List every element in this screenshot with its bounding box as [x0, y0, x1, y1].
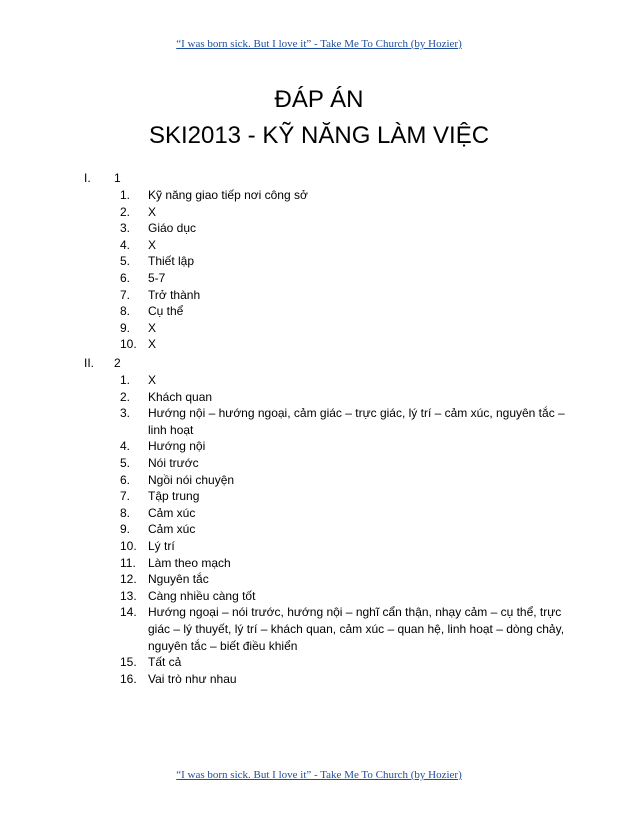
section-numeral: I.: [84, 171, 91, 185]
item-number: 3.: [120, 406, 131, 421]
item-text: Giáo dục: [148, 221, 197, 236]
answer-list: [120, 372, 580, 687]
item-number: 6.: [120, 270, 131, 285]
item-text: X: [148, 237, 157, 252]
section-numeral: II.: [84, 356, 95, 370]
list-item: [120, 270, 580, 287]
list-item: [120, 336, 580, 353]
list-item: [120, 220, 580, 237]
item-text: X: [148, 337, 157, 352]
list-item: [120, 455, 580, 472]
item-text: Càng nhiều càng tốt: [148, 588, 256, 603]
item-number: 1.: [120, 373, 131, 387]
list-item: [120, 438, 580, 455]
list-item: [120, 538, 580, 555]
list-item: [120, 472, 580, 489]
item-text: Nói trước: [148, 455, 199, 470]
item-number: 2.: [120, 389, 131, 404]
document-title: ĐÁP ÁN: [274, 86, 364, 113]
header-quote-link[interactable]: “I was born sick. But I love it” - Take Me To Church (by Hozier): [176, 38, 462, 50]
answer-list: [120, 187, 580, 353]
item-number: 6.: [120, 472, 131, 487]
item-text: X: [148, 320, 157, 335]
list-item: [120, 389, 580, 406]
item-number: 7.: [120, 489, 131, 504]
list-item: [120, 571, 580, 588]
list-item: [120, 521, 580, 538]
page-footer: [0, 769, 638, 781]
item-text: Hướng ngoại – nói trước, hướng nội – nghĩ cẩn thận, nhạy cảm – cụ thể, trực giác – lý thuyết, lý trí – khách quan, cảm xúc – quan hệ, linh hoạt – dòng chảy, nguyên tắc – biết điều khiển: [148, 605, 565, 653]
item-number: 3.: [120, 221, 131, 236]
list-item: [120, 488, 580, 505]
list-item: [120, 237, 580, 254]
item-text: Cảm xúc: [148, 522, 196, 537]
item-text: Ngồi nói chuyện: [148, 472, 235, 487]
list-item: [120, 372, 580, 389]
item-text: Lý trí: [148, 538, 175, 553]
item-text: Vai trò như nhau: [148, 671, 237, 686]
item-text: Trở thành: [148, 287, 201, 302]
item-text: X: [148, 204, 157, 219]
list-item: [120, 604, 580, 654]
list-item: [120, 287, 580, 304]
list-item: [120, 505, 580, 522]
list-item: [120, 187, 580, 204]
item-number: 4.: [120, 237, 131, 252]
item-number: 4.: [120, 439, 131, 454]
item-number: 8.: [120, 505, 131, 520]
item-text: Hướng nội: [148, 439, 206, 454]
item-number: 15.: [120, 655, 137, 670]
item-number: 14.: [120, 605, 137, 620]
item-number: 10.: [120, 337, 137, 352]
item-number: 8.: [120, 304, 131, 319]
item-number: 9.: [120, 522, 131, 537]
item-number: 2.: [120, 204, 131, 219]
item-text: Cụ thể: [148, 304, 184, 319]
item-number: 5.: [120, 254, 131, 269]
list-item: [120, 204, 580, 221]
item-text: X: [148, 373, 157, 387]
document-subtitle: SKI2013 - KỸ NĂNG LÀM VIỆC: [148, 122, 490, 149]
item-text: Khách quan: [148, 389, 213, 404]
item-text: Thiết lập: [148, 254, 195, 269]
item-text: Tất cả: [148, 655, 182, 670]
list-item: [120, 588, 580, 605]
item-number: 9.: [120, 320, 131, 335]
item-number: 13.: [120, 588, 137, 603]
item-text: Kỹ năng giao tiếp nơi công sở: [148, 188, 308, 202]
item-text: Tập trung: [148, 489, 200, 504]
list-item: [120, 320, 580, 337]
item-number: 7.: [120, 287, 131, 302]
section-label: 1: [114, 171, 121, 185]
item-number: 11.: [120, 555, 136, 570]
item-text: Cảm xúc: [148, 505, 196, 520]
item-text: 5-7: [148, 270, 166, 285]
page-header: [0, 38, 638, 50]
item-text: Làm theo mạch: [148, 555, 231, 570]
section-label: 2: [114, 356, 121, 370]
list-item: [120, 405, 580, 438]
item-number: 5.: [120, 455, 131, 470]
list-item: [120, 253, 580, 270]
item-text: Hướng nội – hướng ngoại, cảm giác – trực giác, lý trí – cảm xúc, nguyên tắc – linh hoạt: [148, 406, 565, 437]
item-text: Nguyên tắc: [148, 572, 209, 587]
item-number: 12.: [120, 572, 137, 587]
footer-quote-link[interactable]: “I was born sick. But I love it” - Take Me To Church (by Hozier): [176, 769, 462, 781]
list-item: [120, 671, 580, 688]
item-number: 16.: [120, 671, 137, 686]
list-item: [120, 654, 580, 671]
list-item: [120, 303, 580, 320]
item-number: 10.: [120, 538, 137, 553]
item-number: 1.: [120, 188, 131, 202]
list-item: [120, 555, 580, 572]
